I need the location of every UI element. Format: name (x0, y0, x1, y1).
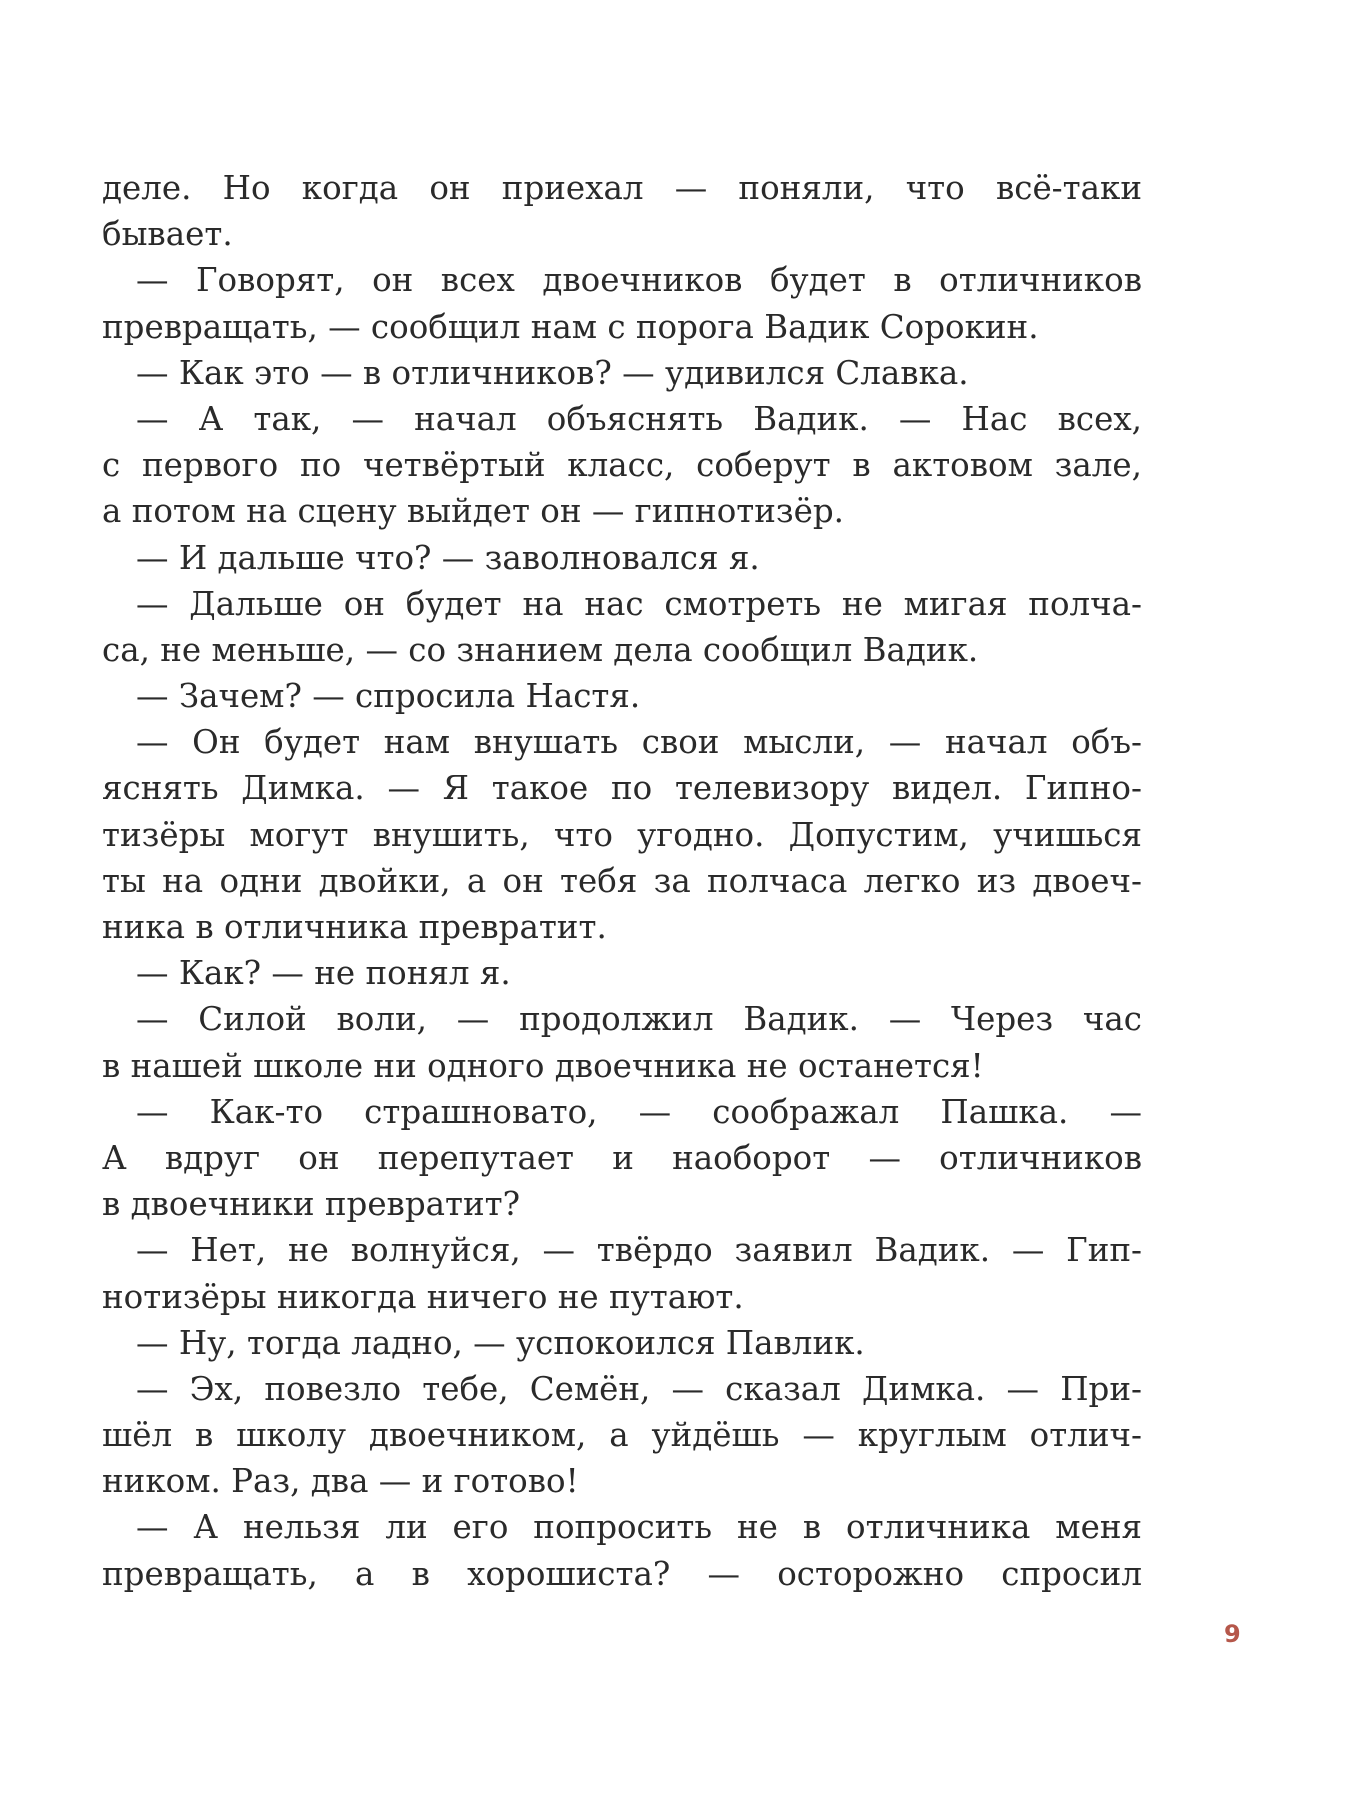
text-line: деле. Но когда он приехал — поняли, что всё-таки (102, 169, 1142, 207)
text-line: — И дальше что? — заволновался я. (136, 538, 760, 577)
text-line: яснять Димка. — Я такое по телевизору видел. Гипно- (102, 769, 1142, 808)
text-line: с первого по четвёртый класс, соберут в актовом зале, (102, 446, 1142, 485)
text-line: — Он будет нам внушать свои мысли, — начал объ- (136, 723, 1142, 762)
text-line: — Говорят, он всех двоечников будет в отличников (136, 261, 1142, 300)
text-line: — Силой воли, — продолжил Вадик. — Через час (136, 1000, 1142, 1039)
text-line: — А нельзя ли его попросить не в отличника меня (136, 1508, 1142, 1547)
text-line: — Эх, повезло тебе, Семён, — сказал Димка. — При- (136, 1369, 1142, 1408)
text-line: тизёры могут внушить, что угодно. Допустим, учишься (102, 815, 1142, 854)
text-line: са, не меньше, — со знанием дела сообщил Вадик. (102, 630, 979, 669)
text-line: нотизёры никогда ничего не путают. (102, 1277, 744, 1316)
text-line: превращать, а в хорошиста? — осторожно спросил (102, 1554, 1142, 1593)
text-line: — Зачем? — спросила Настя. (136, 677, 641, 716)
text-line: ника в отличника превратит. (102, 908, 607, 946)
text-line: превращать, — сообщил нам с порога Вадик Сорокин. (102, 307, 1039, 346)
text-line: — Ну, тогда ладно, — успокоился Павлик. (136, 1323, 865, 1362)
text-line: в нашей школе ни одного двоечника не останется! (102, 1046, 984, 1085)
text-line: шёл в школу двоечником, а уйдёшь — круглым отлич- (102, 1416, 1142, 1455)
text-line: — Как это — в отличников? — удивился Славка. (136, 353, 969, 392)
text-line: — Дальше он будет на нас смотреть не мигая полча- (136, 584, 1142, 623)
text-line: ником. Раз, два — и готово! (102, 1462, 579, 1501)
text-line: — А так, — начал объяснять Вадик. — Нас всех, (136, 399, 1142, 438)
text-line: — Нет, не волнуйся, — твёрдо заявил Вадик. — Гип- (136, 1231, 1142, 1270)
page-number: 9 (1224, 1620, 1241, 1648)
text-line: ты на одни двойки, а он тебя за полчаса легко из двоеч- (102, 861, 1142, 900)
body-text (102, 165, 1142, 1597)
text-line: — Как-то страшновато, — соображал Пашка. — (136, 1092, 1142, 1131)
text-line: бывает. (102, 215, 233, 254)
text-line: — Как? — не понял я. (136, 954, 511, 993)
text-line: в двоечники превратит? (102, 1185, 521, 1224)
text-line: А вдруг он перепутает и наоборот — отличников (102, 1138, 1142, 1177)
text-line: а потом на сцену выйдет он — гипнотизёр. (102, 492, 844, 531)
